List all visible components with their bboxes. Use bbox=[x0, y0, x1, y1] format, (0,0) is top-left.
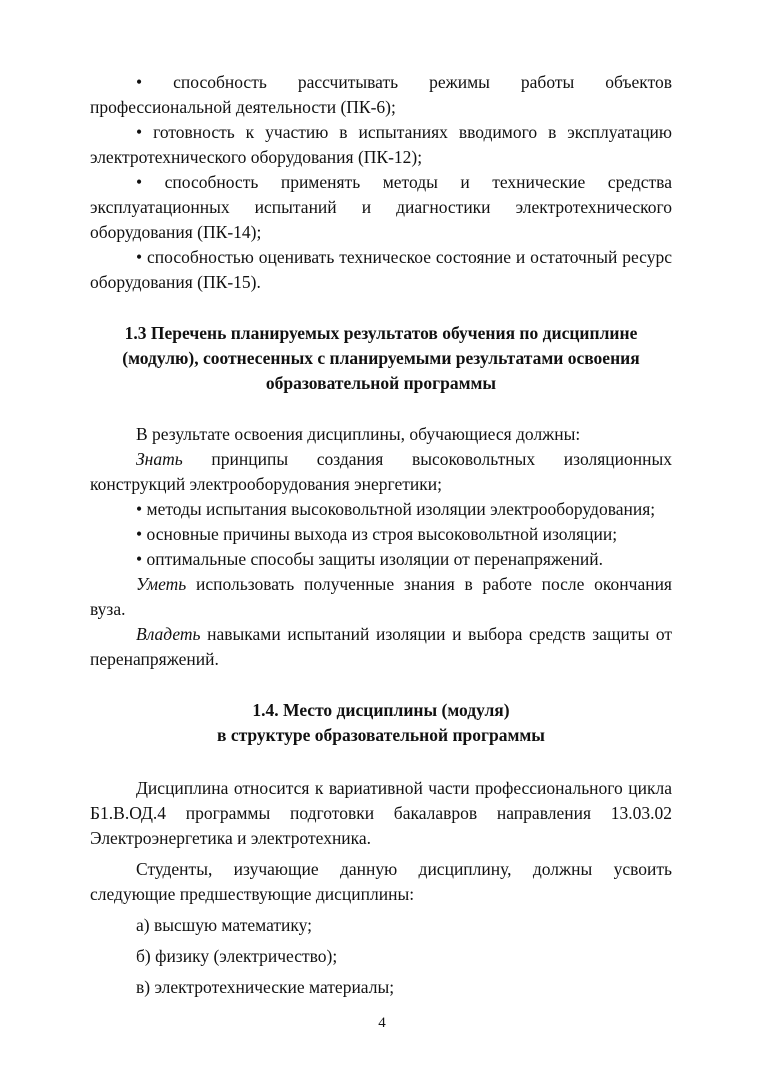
section-heading-1-4 bbox=[90, 698, 672, 748]
competency-item: • способность рассчитывать режимы работы объектов профессиональной деятельности (ПК-6); bbox=[90, 72, 672, 117]
section-heading-1-3: 1.3 Перечень планируемых результатов обучения по дисциплине (модулю), соотнесенных с планируемыми результатами освоения образовательной программы bbox=[122, 323, 640, 393]
know-item: • основные причины выхода из строя высоковольтной изоляции; bbox=[136, 524, 618, 544]
competency-item: • способность применять методы и технические средства эксплуатационных испытаний и диагностики электротехнического оборудования (ПК-14); bbox=[90, 172, 672, 242]
own-label: Владеть bbox=[136, 624, 201, 644]
learning-outcomes-intro: В результате освоения дисциплины, обучающиеся должны: bbox=[136, 424, 581, 444]
own-text: навыками испытаний изоляции и выбора средств защиты от перенапряжений. bbox=[90, 624, 672, 669]
section-heading-1-4-line2: в структуре образовательной программы bbox=[217, 725, 545, 745]
section-heading-1-4-line1: 1.4. Место дисциплины (модуля) bbox=[252, 700, 510, 720]
know-paragraph bbox=[90, 447, 672, 497]
know-text: принципы создания высоковольтных изоляционных конструкций электрооборудования энергетики; bbox=[90, 449, 672, 494]
prerequisite-item: в) электротехнические материалы; bbox=[136, 977, 395, 997]
page-content bbox=[90, 70, 672, 1000]
know-label: Знать bbox=[136, 449, 183, 469]
prerequisite-item: б) физику (электричество); bbox=[136, 946, 338, 966]
can-paragraph bbox=[90, 572, 672, 622]
know-item: • методы испытания высоковольтной изоляции электрооборудования; bbox=[136, 499, 656, 519]
can-text: использовать полученные знания в работе после окончания вуза. bbox=[90, 574, 672, 619]
can-label: Уметь bbox=[136, 574, 187, 594]
prerequisites-intro: Студенты, изучающие данную дисциплину, должны усвоить следующие предшествующие дисциплины: bbox=[90, 859, 672, 904]
own-paragraph bbox=[90, 622, 672, 672]
discipline-placement-paragraph: Дисциплина относится к вариативной части профессионального цикла Б1.В.ОД.4 программы подготовки бакалавров направления 13.03.02 Электроэнергетика и электротехника. bbox=[90, 778, 672, 848]
competency-item: • способностью оценивать техническое состояние и остаточный ресурс оборудования (ПК-15). bbox=[90, 247, 672, 292]
know-item: • оптимальные способы защиты изоляции от перенапряжений. bbox=[136, 549, 603, 569]
competency-item: • готовность к участию в испытаниях вводимого в эксплуатацию электротехнического оборудования (ПК-12); bbox=[90, 122, 672, 167]
page-number: 4 bbox=[378, 1015, 386, 1031]
prerequisite-item: а) высшую математику; bbox=[136, 915, 313, 935]
